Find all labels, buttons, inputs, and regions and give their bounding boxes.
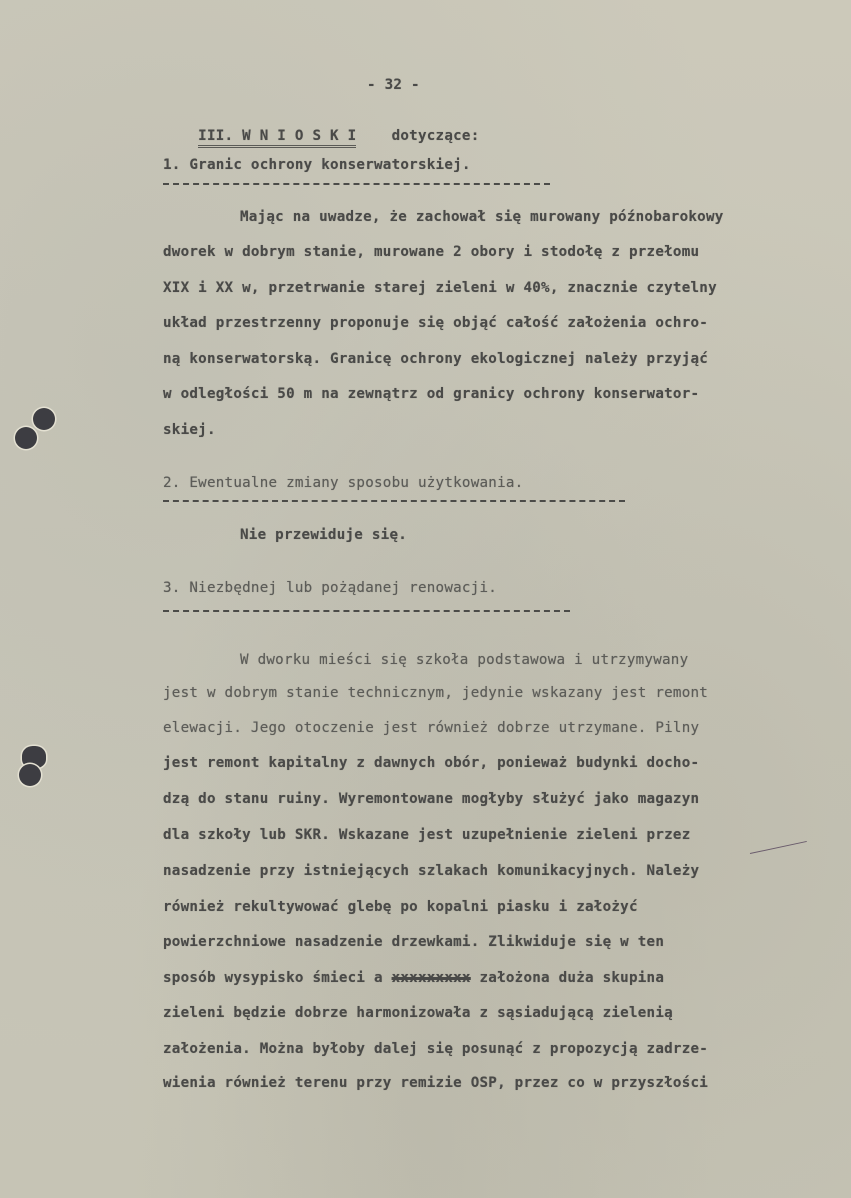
section-2-title: 2. Ewentualne zmiany sposobu użytkowania. — [163, 475, 524, 491]
paragraph-line: dla szkoły lub SKR. Wskazane jest uzupełnienie zieleni przez — [163, 827, 691, 843]
line-start: sposób wysypisko śmieci a — [163, 970, 383, 986]
paragraph-line: w odległości 50 m na zewnątrz od granicy ochrony konserwator- — [163, 386, 700, 402]
paragraph-line: również rekultywować glebę po kopalni piasku i założyć — [163, 899, 638, 915]
section-heading — [163, 115, 480, 163]
paragraph-line: Nie przewiduje się. — [240, 527, 408, 543]
heading-title: III. W N I O S K I — [198, 129, 356, 148]
paragraph-line: W dworku mieści się szkoła podstawowa i utrzymywany — [240, 652, 689, 668]
paragraph-line: XIX i XX w, przetrwanie starej zieleni w 40%, znacznie czytelny — [163, 280, 717, 296]
paragraph-line: zieleni będzie dobrze harmonizowała z sąsiadującą zielenią — [163, 1005, 673, 1021]
paragraph-line: dzą do stanu ruiny. Wyremontowane mogłyby służyć jako magazyn — [163, 791, 700, 807]
paragraph-line: Mając na uwadze, że zachował się murowany późnobarokowy — [240, 209, 724, 225]
paragraph-line: dworek w dobrym stanie, murowane 2 obory i stodołę z przełomu — [163, 244, 700, 260]
paragraph-line — [163, 971, 664, 985]
page-number: - 32 - — [367, 77, 420, 93]
section-3-title: 3. Niezbędnej lub pożądanej renowacji. — [163, 580, 498, 596]
line-end: założona duża skupina — [479, 970, 665, 986]
punch-hole — [15, 427, 37, 449]
paragraph-line: powierzchniowe nasadzenie drzewkami. Zlikwiduje się w ten — [163, 934, 665, 950]
punch-hole — [19, 764, 41, 786]
section-1-title: 1. Granic ochrony konserwatorskiej. — [163, 157, 471, 173]
underline — [163, 183, 550, 185]
paragraph-line: jest w dobrym stanie technicznym, jedynie wskazany jest remont — [163, 685, 709, 701]
punch-hole — [33, 408, 55, 430]
paragraph-line: skiej. — [163, 422, 216, 438]
underline — [163, 500, 625, 502]
struck-out-text: xxxxxxxxx — [391, 970, 471, 986]
paragraph-line: założenia. Można byłoby dalej się posunąć z propozycją zadrze- — [163, 1041, 709, 1057]
paragraph-line: układ przestrzenny proponuje się objąć całość założenia ochro- — [163, 315, 709, 331]
pen-mark — [750, 841, 807, 854]
paragraph-line: wienia również terenu przy remizie OSP, przez co w przyszłości — [163, 1075, 709, 1091]
paragraph-line: ną konserwatorską. Granicę ochrony ekologicznej należy przyjąć — [163, 351, 709, 367]
paragraph-line: elewacji. Jego otoczenie jest również dobrze utrzymane. Pilny — [163, 720, 700, 736]
paragraph-line: jest remont kapitalny z dawnych obór, ponieważ budynki docho- — [163, 755, 700, 771]
paragraph-line: nasadzenie przy istniejących szlakach komunikacyjnych. Należy — [163, 863, 700, 879]
heading-suffix: dotyczące: — [391, 128, 480, 145]
underline — [163, 610, 570, 612]
